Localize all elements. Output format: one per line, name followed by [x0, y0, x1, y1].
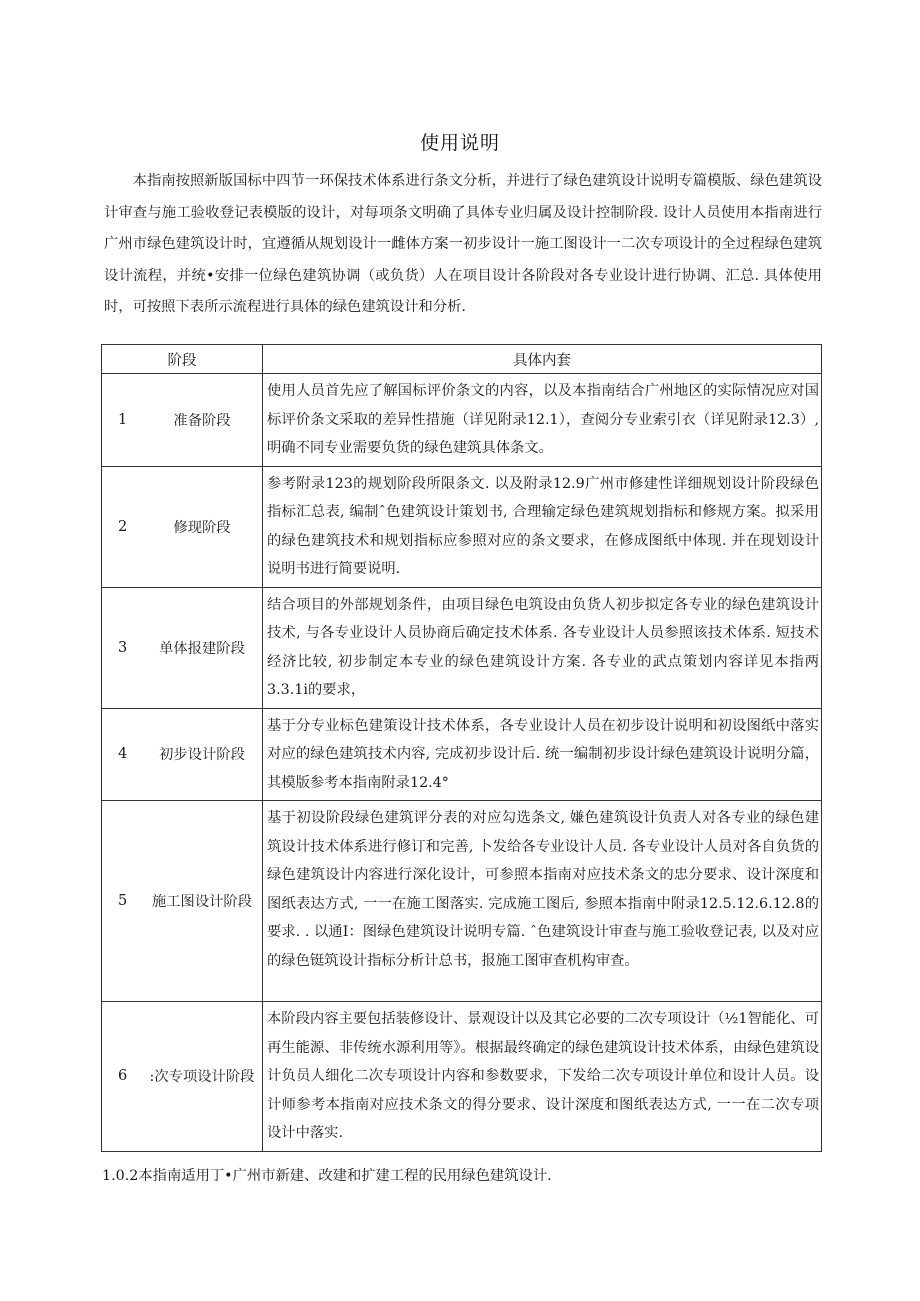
stage-content-text: 参考附录123的规划阶段所限条文. 以及附录12.9广州市修建性详细规划设计阶段绿色指标汇总表, 编制ˆ色建筑设计策划书, 合理输定绿色建筑规划指标和修规方案。拟采用的绿色建筑技术和规划指标应参照对应的条文要求，在修成图纸中体现. 并在现划设计说明书进行简要说明.: [267, 475, 819, 577]
stage-content: [263, 801, 822, 1002]
footer-note: 1.0.2本指南适用丁•广州市新建、改建和扩建工程的民用绿色建筑设计.: [102, 1168, 552, 1184]
stage-name: 初步设计阶段: [159, 747, 245, 764]
stage-number: 5: [118, 893, 128, 909]
stage-number: 2: [118, 518, 128, 535]
stage-cell: [102, 374, 263, 467]
stage-number: 3: [118, 639, 128, 656]
stage-name: :次专项设计阶段: [149, 1069, 255, 1086]
table-header-row: [102, 345, 822, 374]
stage-content-text: 基于分专业标色建策设计技术体系，各专业设计人员在初步设计说明和初设图纸中落实对应的绿色建筑技术内容, 完成初步设计后. 统一编制初步设计绿色建筑设计说明分篇，其模版参考本指南附录12.4°: [267, 717, 819, 791]
stage-content: [263, 374, 822, 467]
stage-cell: [102, 466, 263, 587]
table-row: [102, 1002, 822, 1152]
stage-number: 1: [118, 411, 128, 428]
stage-content: [263, 587, 822, 708]
stage-content: [263, 708, 822, 801]
header-content: 具体内套: [263, 345, 822, 374]
stage-content: [263, 1002, 822, 1152]
stage-cell: [102, 801, 263, 1002]
stage-cell: [102, 708, 263, 801]
page-title: 使用说明: [419, 132, 500, 154]
table-row: [102, 587, 822, 708]
table-row: [102, 708, 822, 801]
table-row: [102, 374, 822, 467]
stage-content: [263, 466, 822, 587]
stage-name: 准备阶段: [173, 412, 231, 429]
stage-number: 4: [118, 746, 128, 763]
table-row: [102, 801, 822, 1002]
stage-content-text: 使用人员首先应了解国标评价条文的内容，以及本指南结合广州地区的实际情况应对国标评价条文采取的差异性措施（详见附录12.1），查阅分专业索引衣（详见附录12.3）,明确不同专业需要负货的绿色建筑具体条文。: [267, 383, 819, 456]
stage-cell: [102, 1002, 263, 1152]
stage-name: 修现阶段: [173, 519, 231, 536]
stage-name: 单体报建阶段: [159, 640, 245, 657]
header-stage: 阶段: [102, 345, 263, 374]
stage-table: [101, 344, 822, 1152]
stage-content-text: 本阶段内容主要包括装修设计、景观设计以及其它必要的二次专项设计（½1智能化、可再生能源、非传统水源利用等》。根据最终确定的绿色建筑设计技术体系，由绿色建筑设计负员人细化二次专项设计内容和参数要求，下发给二次专项设计单位和设计人员。设计师参考本指南对应技术条文的得分要求、设计深度和图纸表达方式, 一一在二次专项设计中落实.: [267, 1011, 819, 1141]
stage-content-text: 结合项目的外部规划条件，由项目绿色电筑设由负货人初步拟定各专业的绿色建筑设计技术, 与各专业设计人员协商后确定技术体系. 各专业设计人员参照该技术体系. 短技术经济比较, 初步制定本专业的绿色建筑设计方案. 各专业的武点策划内容详见本指两3.3.1i的要求，: [267, 596, 819, 698]
intro-paragraph: 本指南按照新版国标中四节一环保技术体系进行条文分析，并进行了绿色建筑设计说明专篇模版、绿色建筑设计审查与施工验收登记表模版的设计，对每项条文明确了具体专业归属及设计控制阶段. 设计人员使用本指南进行广州市绿色建筑设计时，宜遵循从规划设计一雌体方案一初步设计一施工图设计一二次专项设计的全过程绿色建筑设计流程，并统•安排一位绿色建筑协调（或负货）人在项目设计各阶段对各专业设计进行协调、汇总. 具体使用时，可按照下表所示流程进行具体的绿色建筑设计和分析.: [104, 173, 822, 315]
stage-number: 6: [118, 1068, 128, 1085]
stage-content-text: 基于初设阶段绿色建筑评分表的对应勾选条文, 嫌色建筑设计负责人对各专业的绿色建筑设计技术体系进行修订和完善, 卜发给各专业设计人员. 各专业设计人员对各自负货的绿色建筑设计内容进行深化设计，可参照本指南对应技术条文的忠分要求、设计深度和图纸表达方式, 一一在施工图落实. 完成施工图后, 参照本指南中附录12.5.12.6.12.8的要求. . 以通I：图绿色建筑设计说明专篇. ˆ色建筑设计审查与施工验收登记表, 以及对应的绿色铤筑设计指标分析计总书，报施工图审查机构审查。: [267, 810, 819, 969]
stage-cell: [102, 587, 263, 708]
stage-name: 施工图设计阶段: [151, 894, 253, 910]
table-row: [102, 466, 822, 587]
